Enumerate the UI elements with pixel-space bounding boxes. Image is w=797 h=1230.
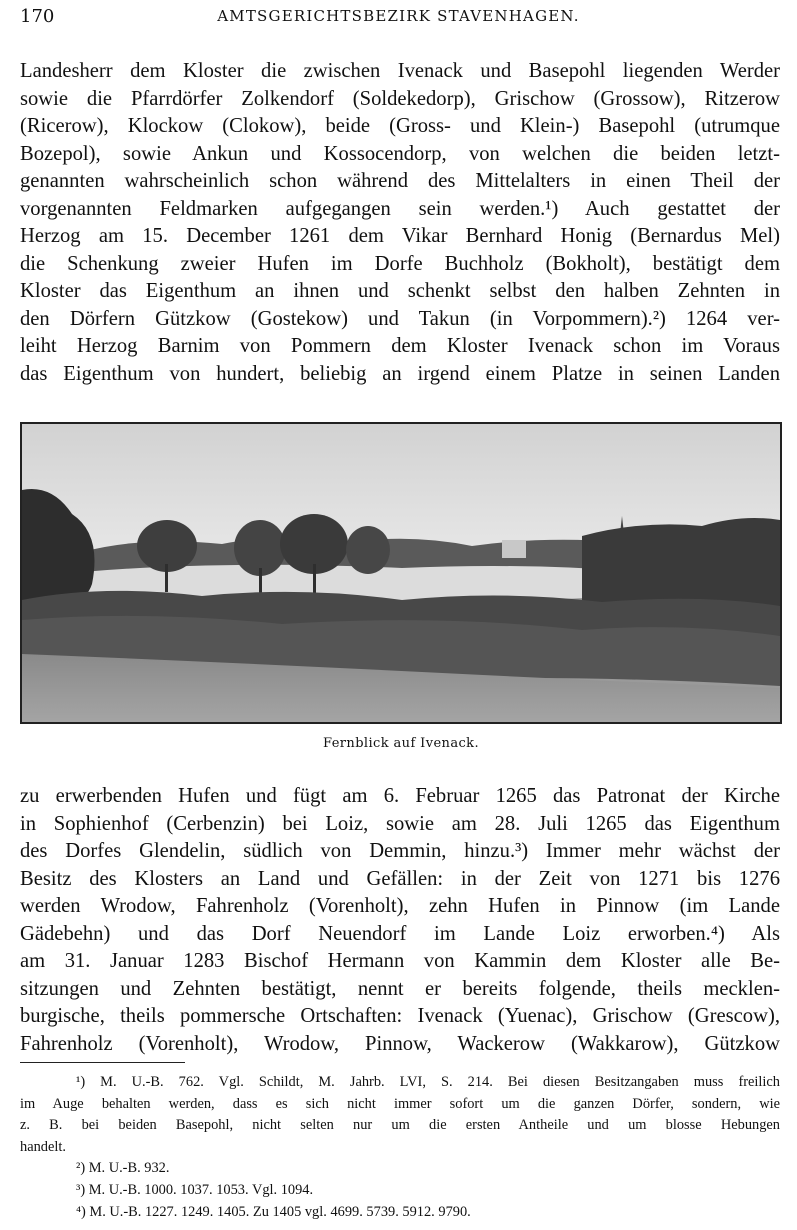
text-line: das Eigenthum von hundert, beliebig an irgend einem Platze in seinen Landen — [20, 362, 780, 385]
text-line: Kloster das Eigenthum an ihnen und schenkt selbst den halben Zehnten in — [20, 280, 780, 302]
footnote-line: z. B. bei beiden Basepohl, nicht selten nur um die ersten Antheile und um blosse Hebungen — [20, 1117, 780, 1134]
footnote-rule — [20, 1062, 185, 1063]
footnote-line: ⁴) M. U.-B. 1227. 1249. 1405. Zu 1405 vgl. 4699. 5739. 5912. 9790. — [76, 1203, 471, 1220]
text-line: die Schenkung zweier Hufen im Dorfe Buchholz (Bokholt), bestätigt dem — [20, 252, 780, 275]
text-line: sowie die Pfarrdörfer Zolkendorf (Soldekedorp), Grischow (Grossow), Ritzerow — [20, 87, 780, 110]
text-line: werden Wrodow, Fahrenholz (Vorenholt), zehn Hufen in Pinnow (im Lande — [20, 895, 780, 917]
footnotes — [20, 1072, 780, 1223]
text-line: sitzungen und Zehnten bestätigt, nennt er bereits folgende, theils mecklen- — [20, 977, 780, 1000]
text-line: zu erwerbenden Hufen und fügt am 6. Februar 1265 das Patronat der Kirche — [20, 785, 780, 807]
text-line: des Dorfes Glendelin, südlich von Demmin, hinzu.³) Immer mehr wächst der — [20, 840, 780, 862]
text-line: Landesherr dem Kloster die zwischen Ivenack und Basepohl liegenden Werder — [20, 60, 780, 82]
footnote-1 — [20, 1072, 780, 1158]
footnote-4 — [20, 1202, 780, 1224]
text-line: Gädebehn) und das Dorf Neuendorf im Lande Loiz erworben.⁴) Als — [20, 922, 780, 945]
text-line: vorgenannten Feldmarken aufgegangen sein werden.¹) Auch gestattet der — [20, 197, 780, 220]
footnote-2 — [20, 1158, 780, 1180]
text-line: burgische, theils pommersche Ortschaften: Ivenack (Yuenac), Grischow (Grescow), — [20, 1005, 780, 1027]
page-number: 170 — [20, 6, 55, 27]
body-text-top — [20, 58, 780, 388]
footnote-3 — [20, 1180, 780, 1202]
text-line: den Dörfern Gützkow (Gostekow) und Takun (in Vorpommern).²) 1264 ver- — [20, 307, 780, 330]
footnote-line: handelt. — [20, 1138, 66, 1155]
text-line: leiht Herzog Barnim von Pommern dem Kloster Ivenack schon im Voraus — [20, 335, 780, 357]
running-head: AMTSGERICHTSBEZIRK STAVENHAGEN. — [217, 7, 580, 25]
text-line: am 31. Januar 1283 Bischof Hermann von Kammin dem Kloster alle Be- — [20, 950, 780, 972]
footnote-line: im Auge behalten werden, dass es sich nicht immer sofort um die ganzen Dörfer, sondern, wie — [20, 1095, 780, 1112]
body-text-bottom — [20, 783, 780, 1058]
text-line: Fahrenholz (Vorenholt), Wrodow, Pinnow, Wackerow (Wakkarow), Gützkow — [20, 1032, 780, 1055]
text-line: Herzog am 15. December 1261 dem Vikar Bernhard Honig (Bernardus Mel) — [20, 225, 780, 247]
page-header — [20, 6, 777, 30]
text-line: Bozepol), sowie Ankun und Kossocendorp, von welchen die beiden letzt- — [20, 142, 780, 165]
text-line: Besitz des Klosters an Land und Gefällen: in der Zeit von 1271 bis 1276 — [20, 867, 780, 890]
figure-caption: Fernblick auf Ivenack. — [323, 736, 479, 751]
landscape-photo — [20, 422, 782, 724]
text-line: genannten wahrscheinlich schon während des Mittelalters in einen Theil der — [20, 170, 780, 192]
text-line: (Ricerow), Klockow (Clokow), beide (Gross- und Klein-) Basepohl (utrumque — [20, 115, 780, 137]
text-line: in Sophienhof (Cerbenzin) bei Loiz, sowie am 28. Juli 1265 das Eigenthum — [20, 812, 780, 835]
footnote-line: ¹) M. U.-B. 762. Vgl. Schildt, M. Jahrb. LVI, S. 214. Bei diesen Besitzangaben muss freilich — [76, 1074, 780, 1090]
footnote-line: ²) M. U.-B. 932. — [76, 1160, 170, 1177]
footnote-line: ³) M. U.-B. 1000. 1037. 1053. Vgl. 1094. — [76, 1181, 314, 1198]
